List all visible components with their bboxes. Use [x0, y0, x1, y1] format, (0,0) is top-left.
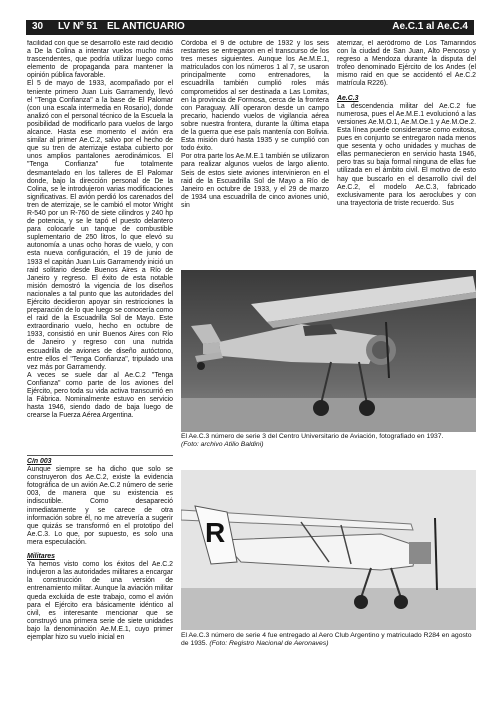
paragraph: A veces se suele dar al Ae.C.2 "Tenga Confianza" como parte de los aviones del Ejército, pero toda su vida activa transcurrió en la Fábrica. Nominalmente estuvo en servicio hasta 1946, siendo dado de baja luego de crearse la Fuerza Aérea Argentina. — [27, 371, 173, 420]
aircraft-photo-2 — [181, 470, 476, 630]
subheading-cn003: C/n 003 — [27, 458, 52, 465]
photo-2-caption — [181, 632, 476, 648]
paragraph: Aunque siempre se ha dicho que solo se construyeron dos Ae.C.2, existe la evidencia fotográfica de un avión Ae.C.2 número de serie 003, de manera que su existencia es indiscutible. Como desapareció inmediatamente y se carece de otra información sobre él, no me atrevería a sugerir que quizás se transformó en el prototipo del Ae.C.3. Lo que, por supuesto, es solo una mera especulación. — [27, 466, 173, 546]
column-1-lower — [27, 458, 173, 708]
caption-text: El Ae.C.3 número de serie 4 fue entregado al Aero Club Argentino y matriculado R284 en agosto de 1935. — [181, 632, 472, 648]
paragraph: El 5 de mayo de 1933, acompañado por el teniente primero Juan Luis Garramendy, llevó el "Tenga Confianza" a la base de El Palomar (con una escala intermedia en Rosario), donde analizó con el personal técnico de la Escuela la posibilidad de modificarlo para vuelos de largo alcance. Hasta ese momento el avión era similar al primer Ae.C.2, salvo por el hecho de que su tren de aterrizaje estaba cubierto por unos amplios pantalones aerodinámicos. El "Tenga Confianza" fue totalmente desmantelado en los talleres de El Palomar donde, bajo la dirección personal de De la Colina, se le introdujeron varias modificaciones significativas. El avión perdió los carenados del tren de aterrizaje, se le cambió el motor Wright R-540 por un R-760 de siete cilindros y 240 hp de potencia, y se le tapó el puesto delantero para colocarle un tanque de combustible suplementario de 250 litros, lo que elevó su autonomía a unas ocho horas de vuelo, y con esta nueva configuración, el 19 de junio de 1933 el capitán Juan Luis Garramendy inició un raid solitario desde Buenos Aires a Río de Janeiro y regreso. El éxito de esta notable misión demostró la vigencia de los diseños nacionales a tal punto que las autoridades del Ejército decidieron apoyar sin restricciones la preparación de lo que luego se conocería como el raid de la Escuadrilla Sol de Mayo. Este extraordinario vuelo, hecho en octubre de 1933, consistió en unir Buenos Aires con Río de Janeiro y regreso con una nutrida escuadrilla de aviones de diseño autóctono, entre ellos el "Tenga Confianza", tripulado una vez más por Garramendy. — [27, 80, 173, 371]
column-3 — [337, 40, 476, 266]
paragraph: aterrizar, el aeródromo de Los Tamarindos con la ciudad de San Juan, Alto Pencoso y regreso a Mendoza durante la disputa del trofeo denominado Ejército de los Andes (el mismo raid en que se accidentó el Ae.C.2 matrícula R226). — [337, 40, 476, 88]
paragraph: Ya hemos visto como los éxitos del Ae.C.2 indujeron a las autoridades militares a encargar la construcción de una versión de entrenamiento militar. Aunque la aviación militar queda excluida de este trabajo, como el avión para el Ejército era básicamente idéntico al civil, es interesante mencionar que se construyó una primera serie de siete unidades bajo la denominación Ae.M.E.1, cuyo primer ejemplar hizo su vuelo inicial en — [27, 561, 173, 641]
subheading-aec3: Ae.C.3 — [337, 94, 359, 102]
registered-aircraft-image — [181, 470, 476, 630]
caption-text: El Ae.C.3 número de serie 3 del Centro Universitario de Aviación, fotografiado en 1937. — [181, 433, 444, 440]
section-title: Ae.C.1 al Ae.C.4 — [392, 21, 468, 32]
paragraph: Córdoba el 9 de octubre de 1932 y los seis restantes se entregaron en el transcurso de los tres meses siguientes. Aunque los Ae.M.E.1, matriculados con los números 1 al 7, se usaron principalmente como entrenadores, la escuadrilla también cumplió roles más comprometidos al ser destinada a Las Lomitas, en la provincia de Formosa, cerca de la frontera con Paraguay. Allí operaron desde un campo precario, haciendo vuelos de vigilancia aérea sobre nuestra frontera, durante la última etapa de la guerra que ese país mantenía con Bolivia. Esta misión duró hasta 1935 y se cumplió con todo éxito. — [181, 40, 329, 153]
paragraph: La descendencia militar del Ae.C.2 fue numerosa, pues el Ae.M.E.1 evolucionó a las versiones Ae.M.O.1, Ae.M.Oe.1 y Ae.M.Oe.2. Esta línea puede considerarse como exitosa, pues en conjunto se entregaron nada menos que sesenta y ocho unidades y muchas de ellas permanecieron en servicio hasta 1946, pero tras su baja formal ninguna de ellas fue utilizada en el ámbito civil. El motivo de esto hay que buscarlo en el desarrollo civil del Ae.C.2, el modelo Ae.C.3, fabricado exclusivamente para los aeroclubes y con una trayectoria de triste recuerdo. Sus — [337, 102, 476, 207]
page-header — [26, 20, 474, 35]
magazine-title: EL ANTICUARIO — [107, 21, 185, 32]
subheading-militares: Militares — [27, 553, 55, 561]
page-number: 30 — [32, 21, 44, 32]
paragraph: Por otra parte los Ae.M.E.1 también se utilizaron para realizar algunos vuelos de largo aliento. Seis de estos siete aviones intervinieron en el raid de la Escuadrilla Sol de Mayo a Río de Janeiro en octubre de 1933, y el 29 de marzo de 1934 una escuadrilla de cinco aviones unió, sin — [181, 153, 329, 209]
aircraft-photo-1 — [181, 270, 476, 432]
caption-source: (Foto: archivo Atilio Baldini) — [181, 441, 264, 449]
registration-letter: R — [205, 517, 226, 548]
section-divider — [27, 455, 173, 456]
issue-label: LV Nº 51 — [58, 21, 98, 32]
column-1 — [27, 40, 173, 458]
photo-1-caption — [181, 433, 476, 449]
column-2 — [181, 40, 329, 266]
monoplane-image — [181, 270, 476, 432]
paragraph: facilidad con que se desarrolló este raid decidió a De la Colina a intentar vuelos mucho más trascendentes, que podría utilizar luego como elemento de propaganda para mantener la opinión pública favorable. — [27, 40, 173, 80]
caption-source: (Foto: Registro Nacional de Aeronaves) — [209, 640, 329, 648]
